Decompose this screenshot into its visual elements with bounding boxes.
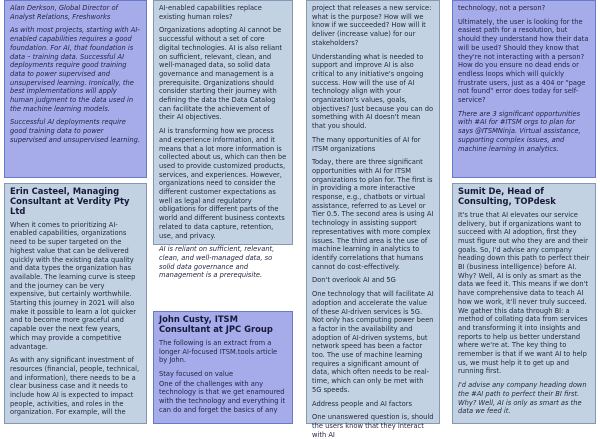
paragraph: Ultimately, the user is looking for the easiest path for a resolution, but should they understand how their data will be used? Should they know that they're not interacting with a person? How do you ensure no dead ends or endless loops which will quickly frustrate users, just as a 404 or "page not found" error does today for self-service?	[458, 17, 589, 105]
paragraph: AI is transforming how we process and experience information, and it means that a lot more information is collected about us, which can then be used to provide customized products, services, and experiences. However, organizations need to consider the different customer expectations as well as legal and regulatory obligations for different parts of the world and different business contexts related to data capture, retention, use, and privacy.	[159, 127, 287, 240]
pull-quote: As with most projects, starting with AI-enabled capabilities requires a good foundation. For AI, that foundation is data – training data. Successful AI deployments require good training data to power supervised and unsupervised learning. Ironically, the best implementations will apply human judgment to the data used in the machine learning models.	[10, 26, 140, 113]
col3-panel	[306, 0, 440, 439]
subheading: Don't overlook AI and 5G	[312, 276, 396, 285]
paragraph: project that releases a new service: what is the purpose? How will we know if we succeeded? How will it deliver (increase value) for our stakeholders?	[312, 4, 432, 47]
pull-quote: I'd advise any company heading down the #AI path to perfect their BI first. Why? Well, AI is only as smart as the data we feed it.	[458, 381, 587, 416]
col1-top-panel	[4, 0, 147, 178]
subheading: Address people and AI factors	[312, 399, 413, 408]
paragraph: Understanding what is needed to support and improve AI is also critical to any initiative's ongoing success. How will the use of AI technology align with your organization's values, goals, objectives? Just because you can do something with AI doesn't mean that you should.	[312, 52, 434, 131]
pull-quote: There are 3 significant opportunities with #AI for #ITSM orgs to plan for says @ITSMNinja. Virtual assistance, supporting complex issues, and machine learning in analytics.	[458, 109, 581, 153]
subheading: Stay focused on value	[159, 369, 234, 378]
section-heading: John Custy, ITSM Consultant at JPC Group	[159, 314, 273, 334]
paragraph: One of the challenges with any technology is that we get enamoured with the technology and everything it can do and forget the basics of any	[159, 379, 286, 414]
paragraph: One technology that will facilitate AI adoption and accelerate the value of these AI-driven services is 5G. Not only has computing power been a factor in the availability and adoption of AI-driven systems, but network speed has been a factor too. The use of machine learning requires a significant amount of data, which often needs to be real-time, which can only be met with 5G speeds.	[312, 290, 434, 394]
paragraph: technology, not a person?	[458, 4, 546, 12]
paragraph: It's true that AI elevates our service delivery, but if organizations want to succeed with AI adoption, first they must figure out who they are and their goals. So, I'd advise any company heading down this path to perfect their BI (business intelligence) before AI. Why? Well, AI is only as smart as the data we feed it. This means if we don't have comprehensive data to teach AI how we work, it'll never truly succeed. We gather this data through BI: a method of collating data from services and transforming it into insights and reports to help us better understand where we're at. The key thing to remember is that if we want AI to help us, we must help it to get up and running first.	[458, 210, 590, 376]
col4-top-panel	[452, 0, 596, 178]
paragraph: Today, there are three significant opportunities with AI for ITSM organizations to plan for. The first is in providing a more interactive response, e.g., chatbots or virtual assistance, referred to as Level or Tier 0.5. The second area is using AI technology in assisting support representatives with more complex issues. The third area is the use of machine learning in analytics to identify correlations that humans cannot do cost-effectively.	[312, 158, 434, 271]
paragraph: AI-enabled capabilities replace existing human roles?	[159, 4, 262, 21]
section-heading: Sumit De, Head of Consulting, TOPdesk	[458, 186, 556, 206]
col1-bottom-panel	[4, 183, 147, 424]
pull-quote: Successful AI deployments require good training data to power supervised and unsupervised learning.	[10, 118, 140, 144]
attribution-text: Alan Derkson, Global Director of Analyst Relations, Freshworks	[10, 4, 118, 21]
subheading: The many opportunities of AI for ITSM organizations	[312, 135, 421, 153]
paragraph: Organizations adopting AI cannot be successful without a set of core digital technologies. AI is also reliant on sufficient, relevant, clean, and well-managed data, so solid data governance and management is a prerequisite. Organizations should consider starting their journey with defining the data the Data Catalog can facilitate the achievement of their AI objectives.	[159, 26, 282, 122]
paragraph: One unanswered question is, should the users know that they interact with AI	[312, 413, 434, 439]
paragraph: As with any significant investment of resources (financial, people, technical, and information), there needs to be a clear business case and it needs to include how AI is expected to impact people, activities, and roles in the organization. For example, will the	[10, 356, 140, 417]
paragraph: The following is an extract from a longer AI-focused ITSM.tools article by John.	[159, 338, 278, 365]
col2-bottom-panel	[153, 311, 293, 424]
paragraph: When it comes to prioritizing AI-enabled capabilities, organizations need to be super targeted on the highest value that can be delivered quickly with the existing data quality and data types the organization has available. The learning curve is steep and the journey can be very expensive, but certainly worthwhile. Starting this journey in 2021 will also make it possible to learn a lot quicker and to become more graceful and capable over the next few years, which may provide a competitive advantage.	[10, 220, 136, 351]
col2-top-panel	[153, 0, 293, 280]
col4-bottom-panel	[452, 183, 596, 424]
section-heading: Erin Casteel, Managing Consultant at Verdity Pty Ltd	[10, 186, 130, 216]
pull-quote: AI is reliant on sufficient, relevant, clean, and well-managed data, so solid data governance and management is a prerequisite.	[159, 245, 275, 280]
